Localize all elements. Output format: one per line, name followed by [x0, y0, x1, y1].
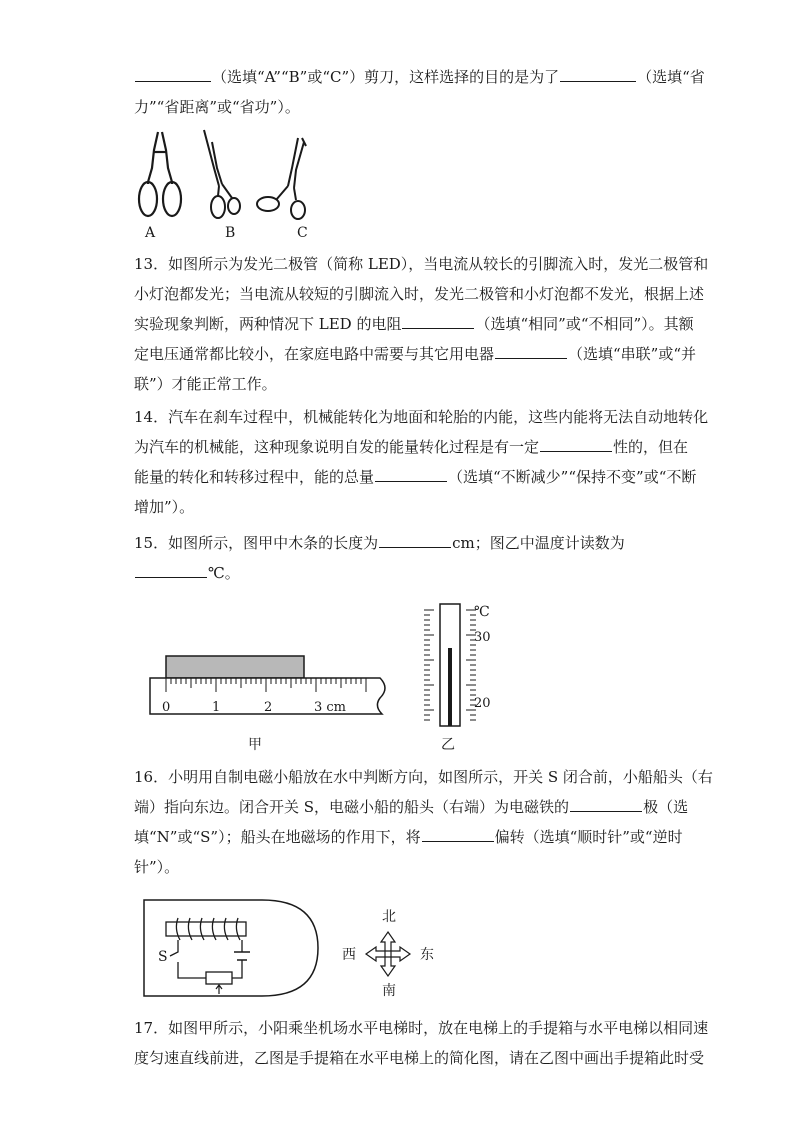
q17-line-2: 度匀速直线前进，乙图是手提箱在水平电梯上的简化图，请在乙图中画出手提箱此时受: [134, 1049, 705, 1067]
compass-west: 西: [342, 947, 356, 963]
q16-blank-1[interactable]: [570, 796, 642, 812]
scissors-label-b: B: [225, 225, 236, 241]
q16-line-4: 针”）。: [134, 858, 180, 876]
q17-line-1: 17．如图甲所示，小阳乘坐机场水平电梯时，放在电梯上的手提箱与水平电梯以相同速: [134, 1019, 709, 1037]
q13-blank-2[interactable]: [495, 343, 567, 359]
scissors-b-icon: [204, 130, 240, 218]
ruler-tick-3: 3 cm: [314, 700, 347, 715]
thermometer-tick-20: 20: [474, 696, 491, 711]
compass-east: 东: [420, 947, 434, 963]
thermometer-unit: ℃: [474, 604, 490, 620]
compass-south: 南: [382, 983, 396, 999]
q13-line-1: 13．如图所示为发光二极管（简称 LED），当电流从较长的引脚流入时，发光二极管和: [134, 255, 709, 273]
q14-line-3: 能量的转化和转移过程中，能的总量 （选填“不断减少”“保持不变”或“不断: [134, 468, 697, 486]
q13-line-5: 联”）才能正常工作。: [134, 375, 277, 393]
switch-label: S: [158, 949, 168, 965]
compass-north: 北: [382, 909, 396, 925]
scissors-label-a: A: [145, 225, 156, 241]
q13-line-3: 实验现象判断，两种情况下 LED 的电阻 （选填“相同”或“不相同”）。其额: [134, 315, 694, 333]
ruler-tick-0: 0: [162, 700, 171, 715]
q16-blank-2[interactable]: [422, 826, 494, 842]
caption-yi: 乙: [441, 737, 455, 753]
q14-blank-2[interactable]: [375, 466, 447, 482]
q13-line-4: 定电压通常都比较小，在家庭电路中需要与其它用电器 （选填“串联”或“并: [134, 345, 697, 363]
boat-figure: [142, 896, 320, 1000]
ruler-tick-2: 2: [264, 700, 273, 715]
ruler-tick-1: 1: [212, 700, 221, 715]
thermometer-tick-30: 30: [474, 630, 491, 645]
q12-line-2: 力”“省距离”或“省功”）。: [134, 98, 300, 116]
q15-line-2: ℃。: [134, 562, 240, 584]
scissors-label-c: C: [297, 225, 308, 241]
q14-line-2: 为汽车的机械能，这种现象说明自发的能量转化过程是有一定 性的，但在: [134, 438, 689, 456]
caption-jia: 甲: [248, 737, 262, 753]
scissors-a-icon: [139, 132, 181, 216]
q15-blank-2[interactable]: [135, 562, 207, 578]
q14-line-4: 增加”）。: [134, 498, 195, 516]
compass-rose-icon: [364, 930, 412, 978]
q15-blank-1[interactable]: [379, 532, 451, 548]
wood-strip: [166, 656, 304, 678]
q13-line-2: 小灯泡都发光；当电流从较短的引脚流入时，发光二极管和小灯泡都不发光，根据上述: [134, 285, 705, 303]
q15-line-1: 15．如图所示，图甲中木条的长度为 cm；图乙中温度计读数为: [134, 534, 625, 552]
q12-line-1: （选填“A”“B”或“C”）剪刀，这样选择的目的是为了 （选填“省: [134, 66, 705, 88]
scissors-c-icon: [257, 138, 306, 219]
q16-line-1: 16．小明用自制电磁小船放在水中判断方向，如图所示，开关 S 闭合前，小船船头（右: [134, 768, 713, 786]
rheostat-icon: [206, 972, 232, 984]
q14-line-1: 14．汽车在刹车过程中，机械能转化为地面和轮胎的内能，这些内能将无法自动地转化: [134, 408, 709, 426]
q16-line-2: 端）指向东边。闭合开关 S，电磁小船的船头（右端）为电磁铁的 极（选: [134, 798, 689, 816]
q13-blank-1[interactable]: [402, 313, 474, 329]
q12-blank-1[interactable]: [135, 66, 211, 82]
q12-blank-2[interactable]: [560, 66, 636, 82]
q14-blank-1[interactable]: [540, 436, 612, 452]
q16-line-3: 填“N”或“S”）；船头在地磁场的作用下，将 偏转（选填“顺时针”或“逆时: [134, 828, 683, 846]
thermometer-liquid: [448, 648, 452, 726]
